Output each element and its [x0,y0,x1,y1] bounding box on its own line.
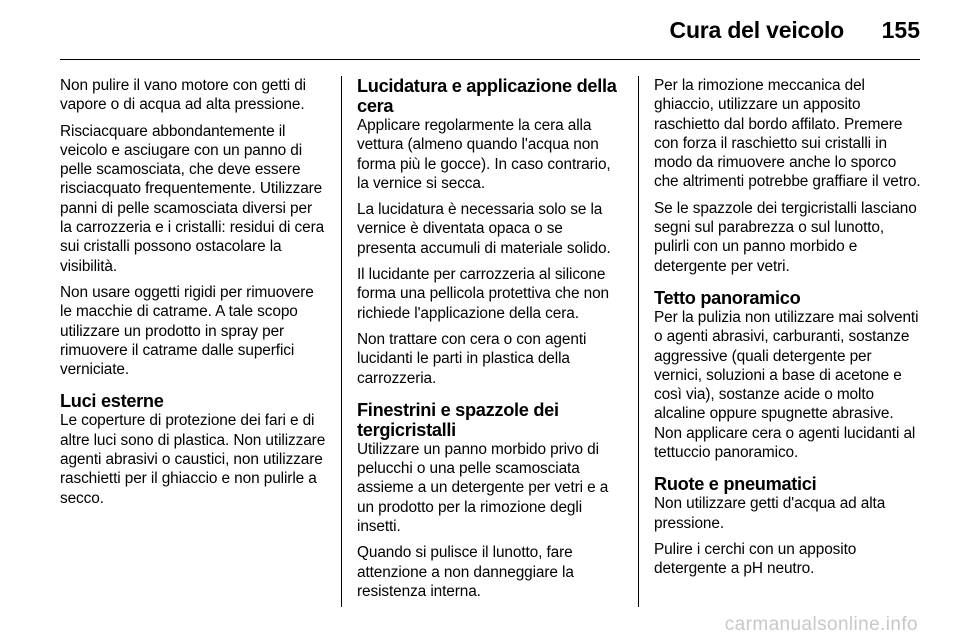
page-number: 155 [881,17,920,43]
paragraph: Non utilizzare getti d'acqua ad alta pressione. [654,495,886,532]
column-3 [654,76,922,586]
page-title: Cura del veicolo [669,17,844,43]
section-heading: Finestrini e spazzole dei tergicristalli [357,399,559,440]
paragraph: Per la rimozione meccanica del ghiaccio, utilizzare un apposito raschietto dal bordo affilato. Premere con forza il raschietto sui cristalli in modo da rimuovere anche lo sporco che altrimenti potrebbe graffiare il vetro. [654,77,921,191]
column-divider-1 [341,76,342,607]
header-divider [60,59,920,60]
section-finestrini [357,400,625,601]
paragraph: Applicare regolarmente la cera alla vettura (almeno quando l'acqua non forma più le gocce). In caso contrario, la vernice si secca. [357,117,611,192]
paragraph: Le coperture di protezione dei fari e di altre luci sono di plastica. Non utilizzare agenti abrasivi o caustici, non utilizzare raschietti per il ghiaccio e non pulirle a secco. [60,412,326,507]
section-lucidatura [357,76,625,388]
paragraph: Il lucidante per carrozzeria al silicone forma una pellicola protettiva che non richiede l'applicazione della cera. [357,266,610,322]
section-heading: Lucidatura e applicazione della cera [357,76,617,116]
paragraph: Se le spazzole dei tergicristalli lasciano segni sul parabrezza o sul lunotto, pulirli con un panno morbido e detergente per vetri. [654,199,917,275]
column-2 [357,76,625,608]
section-heading: Luci esterne [60,391,164,412]
paragraph: Per la pulizia non utilizzare mai solventi o agenti abrasivi, carburanti, sostanze aggressive (quali detergente per vernici, soluzioni a base di acetone e così via), sostanze acide o molto alcaline oppure spugnette abrasive. Non applicare cera o agenti lucidanti al tettuccio panoramico. [654,308,919,462]
intro-section [60,76,326,379]
paragraph: La lucidatura è necessaria solo se la vernice è diventata opaca o se presenta accumuli di materiale solido. [357,201,611,257]
section-heading: Ruote e pneumatici [654,474,817,495]
column-1 [60,76,326,515]
paragraph: Risciacquare abbondantemente il veicolo e asciugare con un panno di pelle scamosciata, che deve essere risciacquato frequentemente. Utilizzare panni di pelle scamosciata diversi per la carrozzeria e i cristalli: residui di cera sui cristalli possono ostacolare la visibilità. [60,122,325,275]
continued-section [654,76,922,276]
section-ruote-pneumatici [654,474,922,578]
section-tetto-panoramico [654,288,922,462]
section-luci-esterne [60,391,326,507]
paragraph: Non usare oggetti rigidi per rimuovere le macchie di catrame. A tale scopo utilizzare un prodotto in spray per rimuovere il catrame dalle superfici verniciate. [60,283,314,379]
page-header [60,12,920,52]
paragraph: Non pulire il vano motore con getti di vapore o di acqua ad alta pressione. [60,77,307,114]
paragraph: Quando si pulisce il lunotto, fare attenzione a non danneggiare la resistenza interna. [357,544,574,600]
paragraph: Utilizzare un panno morbido privo di pelucchi o una pelle scamosciata assieme a un detergente per vetri e a un prodotto per la rimozione degli insetti. [357,440,609,536]
paragraph: Non trattare con cera o con agenti lucidanti le parti in plastica della carrozzeria. [357,330,587,387]
watermark: carmanualsonline.info [724,614,918,635]
section-heading: Tetto panoramico [654,287,801,308]
column-divider-2 [638,76,639,607]
paragraph: Pulire i cerchi con un apposito detergente a pH neutro. [654,540,857,578]
